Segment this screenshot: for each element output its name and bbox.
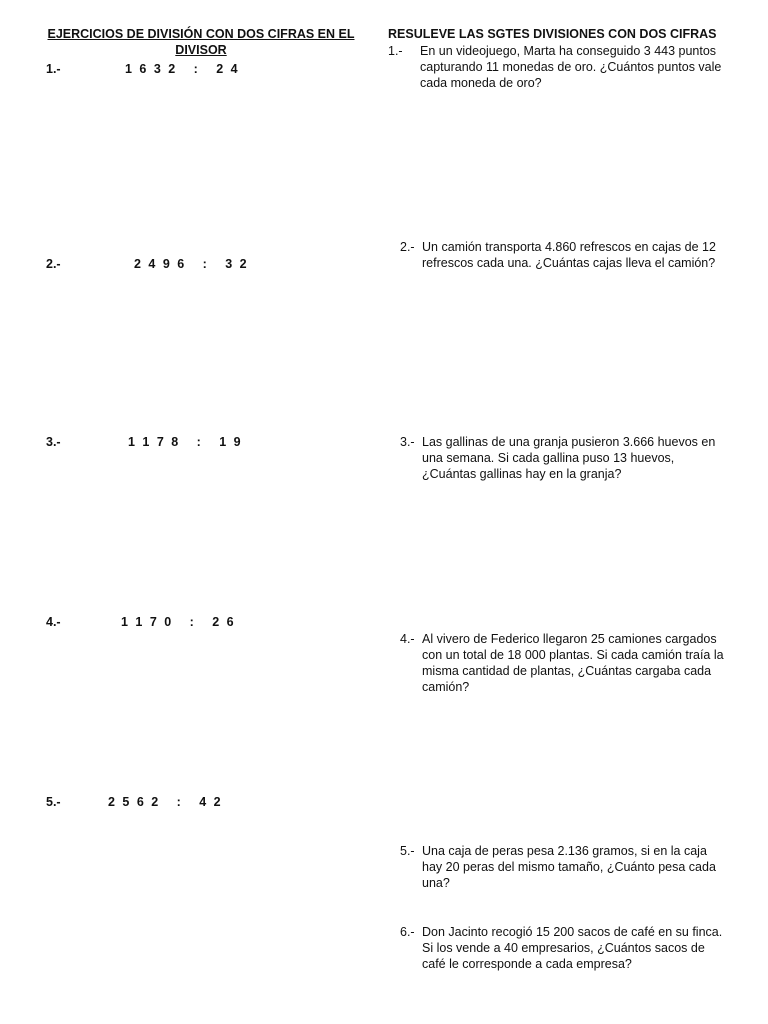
problem-number: 2.-	[400, 240, 415, 254]
exercise-number: 3.-	[46, 435, 61, 449]
problem-text: Un camión transporta 4.860 refrescos en cajas de 12 refrescos cada una. ¿Cuántas cajas lleva el camión?	[422, 240, 716, 270]
problem-number: 6.-	[400, 925, 415, 939]
word-problem-4	[400, 631, 730, 695]
right-column-title: RESULEVE LAS SGTES DIVISIONES CON DOS CIFRAS	[388, 27, 717, 41]
problem-number: 5.-	[400, 844, 415, 858]
word-problem-5	[400, 843, 730, 891]
exercise-operation: 1 6 3 2 : 2 4	[125, 62, 240, 76]
problem-text: En un videojuego, Marta ha conseguido 3 443 puntos capturando 11 monedas de oro. ¿Cuántos puntos vale cada moneda de oro?	[420, 44, 722, 90]
exercise-operation: 1 1 7 0 : 2 6	[121, 615, 236, 629]
division-exercise-5	[46, 794, 346, 810]
exercise-number: 2.-	[46, 257, 61, 271]
word-problem-1	[388, 43, 730, 91]
problem-number: 4.-	[400, 632, 415, 646]
problem-number: 3.-	[400, 435, 415, 449]
division-exercise-4	[46, 614, 346, 630]
word-problem-3	[400, 434, 730, 482]
left-column-title: EJERCICIOS DE DIVISIÓN CON DOS CIFRAS EN EL DIVISOR	[47, 27, 355, 57]
division-exercise-2	[46, 256, 346, 272]
exercise-number: 5.-	[46, 795, 61, 809]
exercise-operation: 2 5 6 2 : 4 2	[108, 795, 223, 809]
exercise-number: 1.-	[46, 62, 61, 76]
problem-text: Don Jacinto recogió 15 200 sacos de café en su finca. Si los vende a 40 empresarios, ¿Cuántos sacos de café le corresponde a cada empresa?	[422, 925, 723, 971]
problem-text: Una caja de peras pesa 2.136 gramos, si en la caja hay 20 peras del mismo tamaño, ¿Cuánto pesa cada una?	[422, 844, 716, 890]
division-exercise-1	[46, 61, 346, 77]
exercise-operation: 1 1 7 8 : 1 9	[128, 435, 243, 449]
exercise-number: 4.-	[46, 615, 61, 629]
word-problem-2	[400, 239, 730, 271]
word-problem-6	[400, 924, 730, 972]
problem-text: Las gallinas de una granja pusieron 3.666 huevos en una semana. Si cada gallina puso 13 huevos, ¿Cuántas gallinas hay en la granja?	[422, 435, 716, 481]
problem-number: 1.-	[388, 44, 403, 58]
division-exercise-3	[46, 434, 346, 450]
problem-text: Al vivero de Federico llegaron 25 camiones cargados con un total de 18 000 plantas. Si cada camión traía la misma cantidad de plantas, ¿Cuántas cargaba cada camión?	[422, 632, 724, 694]
exercise-operation: 2 4 9 6 : 3 2	[134, 257, 249, 271]
